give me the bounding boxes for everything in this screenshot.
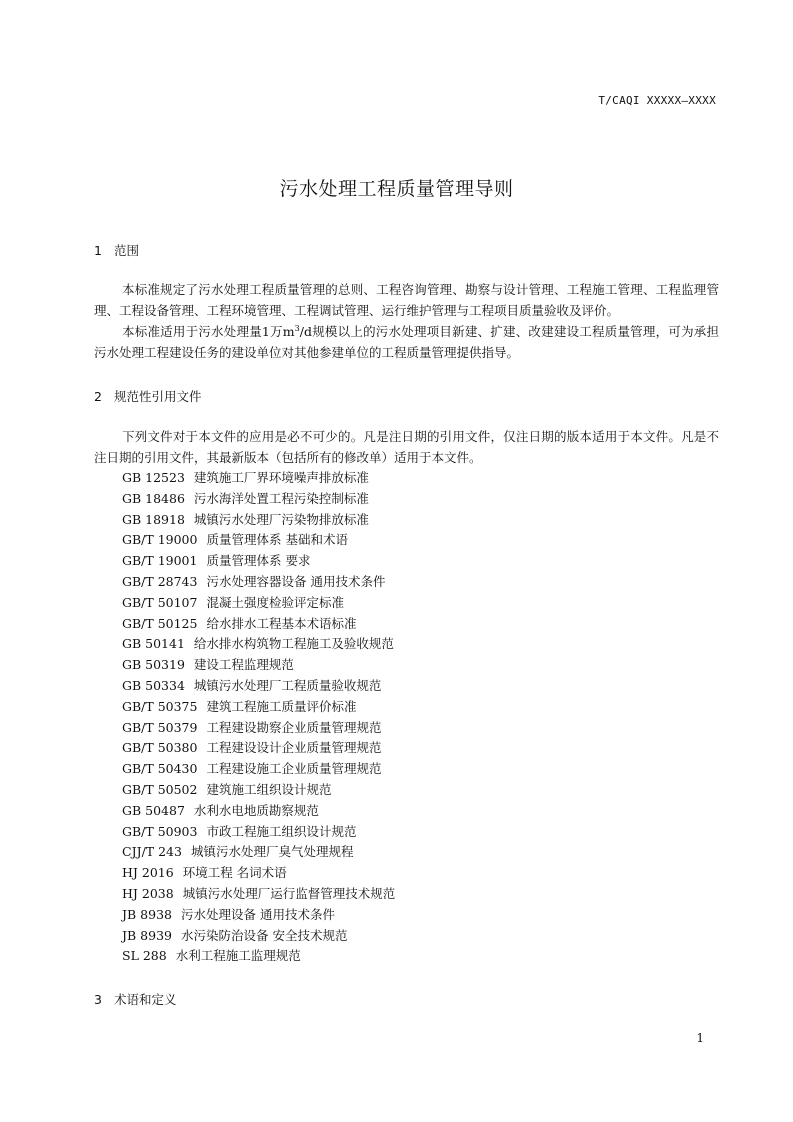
reference-list bbox=[122, 468, 395, 967]
reference-item bbox=[122, 510, 395, 531]
reference-code: GB 50334 bbox=[122, 677, 185, 693]
reference-code: CJJ/T 243 bbox=[122, 844, 182, 860]
reference-code: GB/T 50502 bbox=[122, 781, 198, 797]
reference-code: HJ 2016 bbox=[122, 865, 174, 881]
section-heading-normative-references bbox=[94, 387, 202, 405]
reference-code: GB/T 50375 bbox=[122, 698, 198, 714]
reference-item bbox=[122, 489, 395, 510]
reference-name: 污水海洋处置工程污染控制标准 bbox=[193, 490, 369, 506]
reference-code: GB 18918 bbox=[122, 511, 185, 527]
reference-item bbox=[122, 863, 395, 884]
reference-name: 建筑施工厂界环境噪声排放标准 bbox=[193, 470, 369, 485]
section-title: 规范性引用文件 bbox=[114, 389, 202, 404]
reference-name: 市政工程施工组织设计规范 bbox=[206, 823, 357, 839]
reference-item bbox=[122, 780, 395, 801]
reference-item bbox=[122, 718, 395, 739]
reference-code: GB/T 50125 bbox=[122, 615, 198, 631]
section-number: 3 bbox=[94, 992, 102, 1007]
reference-name: 水利水电地质勘察规范 bbox=[193, 802, 319, 818]
reference-item bbox=[122, 884, 395, 905]
superscript-3: 3 bbox=[294, 323, 300, 333]
reference-item bbox=[122, 697, 395, 718]
reference-item bbox=[122, 530, 395, 551]
reference-item bbox=[122, 926, 395, 947]
reference-name: 建筑施工组织设计规范 bbox=[206, 781, 332, 797]
section-number: 1 bbox=[94, 243, 102, 258]
reference-name: 质量管理体系 要求 bbox=[206, 553, 311, 569]
reference-item bbox=[122, 593, 395, 614]
section-title: 术语和定义 bbox=[114, 992, 177, 1007]
section-heading-scope bbox=[94, 241, 139, 259]
reference-code: GB/T 50107 bbox=[122, 594, 198, 610]
reference-name: 质量管理体系 基础和术语 bbox=[206, 532, 348, 548]
section-number: 2 bbox=[94, 389, 102, 404]
reference-code: JB 8939 bbox=[122, 927, 172, 943]
reference-code: GB/T 50379 bbox=[122, 719, 198, 735]
reference-item bbox=[122, 801, 395, 822]
reference-name: 建设工程监理规范 bbox=[193, 657, 294, 673]
reference-name: 工程建设勘察企业质量管理规范 bbox=[206, 719, 382, 735]
reference-name: 污水处理设备 通用技术条件 bbox=[180, 906, 335, 922]
reference-name: 城镇污水处理厂工程质量验收规范 bbox=[193, 677, 382, 693]
reference-item bbox=[122, 842, 395, 863]
section-title: 范围 bbox=[114, 243, 140, 258]
reference-name: 水利工程施工监理规范 bbox=[175, 948, 301, 964]
reference-item bbox=[122, 614, 395, 635]
reference-code: GB 50487 bbox=[122, 802, 185, 818]
page-number: 1 bbox=[696, 1031, 704, 1045]
reference-name: 城镇污水处理厂运行监督管理技术规范 bbox=[182, 885, 396, 901]
references-intro-paragraph: 下列文件对于本文件的应用是必不可少的。凡是注日期的引用文件，仅注日期的版本适用于本文件。凡是不注日期的引用文件，其最新版本（包括所有的修改单）适用于本文件。 bbox=[94, 429, 719, 465]
reference-item bbox=[122, 468, 395, 489]
reference-code: GB/T 28743 bbox=[122, 573, 198, 589]
reference-name: 工程建设施工企业质量管理规范 bbox=[206, 761, 382, 777]
document-title: 污水处理工程质量管理导则 bbox=[279, 178, 514, 200]
reference-item bbox=[122, 822, 395, 843]
reference-code: GB 12523 bbox=[122, 470, 185, 485]
reference-item bbox=[122, 759, 395, 780]
scope-paragraph-2-text-b: /d规模以上的污水处理项目新建、扩建、改建建设工程质量管理，可为承担污水处理工程建设任务的建设单位对其他参建单位的工程质量管理提供指导。 bbox=[94, 324, 720, 360]
reference-code: GB/T 19000 bbox=[122, 532, 198, 548]
reference-code: GB/T 50903 bbox=[122, 823, 198, 839]
reference-item bbox=[122, 655, 395, 676]
reference-item bbox=[122, 572, 395, 593]
reference-item bbox=[122, 738, 395, 759]
reference-code: GB 18486 bbox=[122, 490, 185, 506]
reference-code: SL 288 bbox=[122, 948, 167, 964]
reference-item bbox=[122, 676, 395, 697]
reference-name: 给水排水工程基本术语标准 bbox=[206, 615, 357, 631]
reference-name: 给水排水构筑物工程施工及验收规范 bbox=[193, 636, 394, 652]
reference-name: 污水处理容器设备 通用技术条件 bbox=[206, 573, 386, 589]
reference-item bbox=[122, 905, 395, 926]
scope-paragraph-2 bbox=[94, 321, 719, 363]
reference-code: JB 8938 bbox=[122, 906, 172, 922]
section-heading-terms-definitions bbox=[94, 990, 177, 1008]
reference-name: 水污染防治设备 安全技术规范 bbox=[180, 927, 348, 943]
reference-name: 环境工程 名词术语 bbox=[182, 865, 287, 881]
reference-name: 城镇污水处理厂污染物排放标准 bbox=[193, 511, 369, 527]
reference-name: 建筑工程施工质量评价标准 bbox=[206, 698, 357, 714]
reference-name: 城镇污水处理厂臭气处理规程 bbox=[190, 844, 354, 860]
reference-code: GB/T 19001 bbox=[122, 553, 198, 569]
reference-item bbox=[122, 551, 395, 572]
reference-code: GB 50141 bbox=[122, 636, 185, 652]
reference-code: GB 50319 bbox=[122, 657, 185, 673]
reference-item bbox=[122, 634, 395, 655]
document-code: T/CAQI XXXXX—XXXX bbox=[598, 94, 716, 107]
scope-paragraph-1: 本标准规定了污水处理工程质量管理的总则、工程咨询管理、勘察与设计管理、工程施工管理、工程监理管理、工程设备管理、工程环境管理、工程调试管理、运行维护管理与工程项目质量验收及评价。 bbox=[94, 282, 719, 318]
reference-name: 混凝土强度检验评定标准 bbox=[206, 594, 344, 610]
reference-code: HJ 2038 bbox=[122, 885, 174, 901]
reference-name: 工程建设设计企业质量管理规范 bbox=[206, 740, 382, 756]
scope-paragraph-2-text-a: 本标准适用于污水处理量1万m bbox=[122, 324, 295, 339]
reference-code: GB/T 50430 bbox=[122, 761, 198, 777]
reference-code: GB/T 50380 bbox=[122, 740, 198, 756]
reference-item bbox=[122, 946, 395, 967]
